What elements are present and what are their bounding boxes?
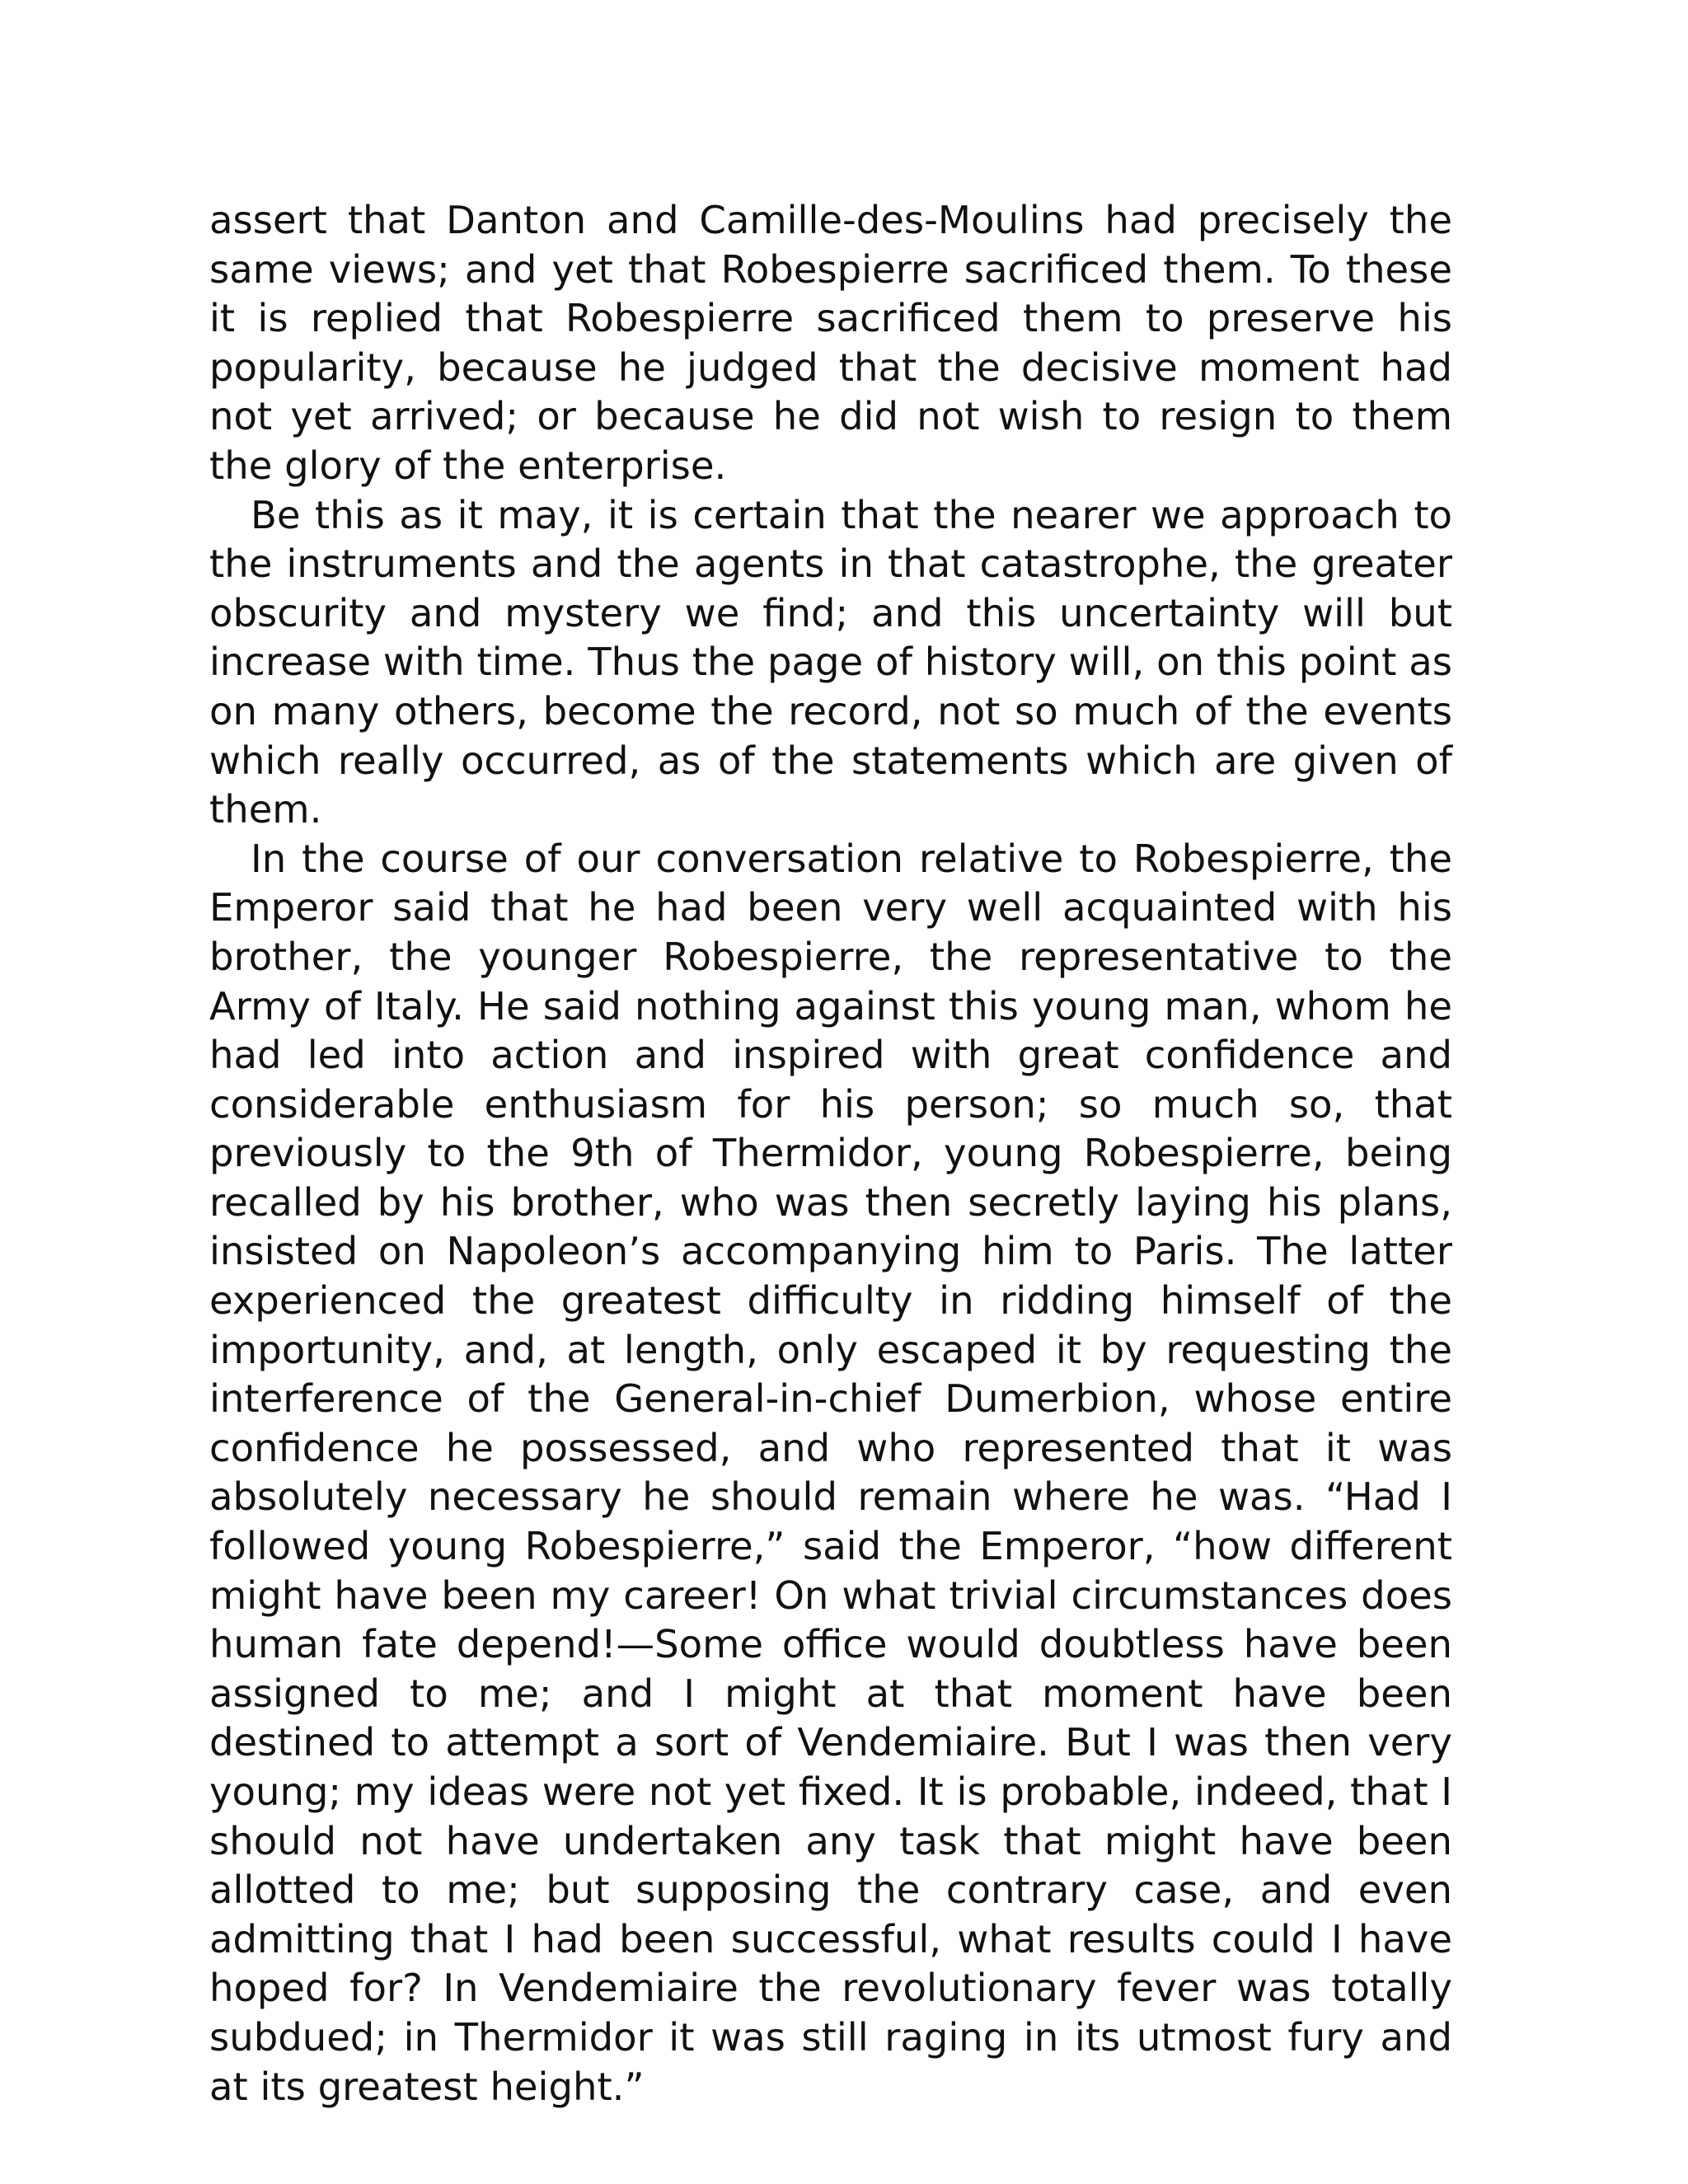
paragraph-obscurity: Be this as it may, it is certain that the nearer we approach to the instruments and the agents in that catastrophe, the greater obscurity and mystery we find; and this uncertainty will but increase with time. Thus the page of history will, on this point as on many others, become the record, not so much of the events which really occurred, as of the statements which are given of them. [209,492,1452,832]
paragraph-continuation: assert that Danton and Camille-des-Moulins had precisely the same views; and yet that Robespierre sacrificed them. To these it is replied that Robespierre sacrificed them to preserve his popularity, because he judged that the decisive moment had not yet arrived; or because he did not wish to resign to them the glory of the enterprise. [209,198,1452,488]
paragraph-robespierre-conversation: In the course of our conversation relative to Robespierre, the Emperor said that he had been very well acquainted with his brother, the younger Robespierre, the representative to the Army of Italy. He said nothing against this young man, whom he had led into action and inspired with great confidence and considerable enthusiasm for his person; so much so, that previously to the 9th of Thermidor, young Robespierre, being recalled by his brother, who was then secretly laying his plans, insisted on Napoleon’s accompanying him to Paris. The latter experienced the greatest difficulty in ridding himself of the importunity, and, at length, only escaped it by requesting the interference of the General-in-chief Dumerbion, whose entire confidence he possessed, and who represented that it was absolutely necessary he should remain where he was. “Had I followed young Robespierre,” said the Emperor, “how different might have been my career! On what trivial circumstances does human fate depend!—Some office would doubtless have been assigned to me; and I might at that moment have been destined to attempt a sort of Vendemiaire. But I was then very young; my ideas were not yet fixed. It is probable, indeed, that I should not have undertaken any task that might have been allotted to me; but supposing the contrary case, and even admitting that I had been successful, what results could I have hoped for? In Vendemiaire the revolutionary fever was totally subdued; in Thermidor it was still raging in its utmost fury and at its greatest height.” [209,836,1452,2109]
document-page [209,196,1452,2111]
